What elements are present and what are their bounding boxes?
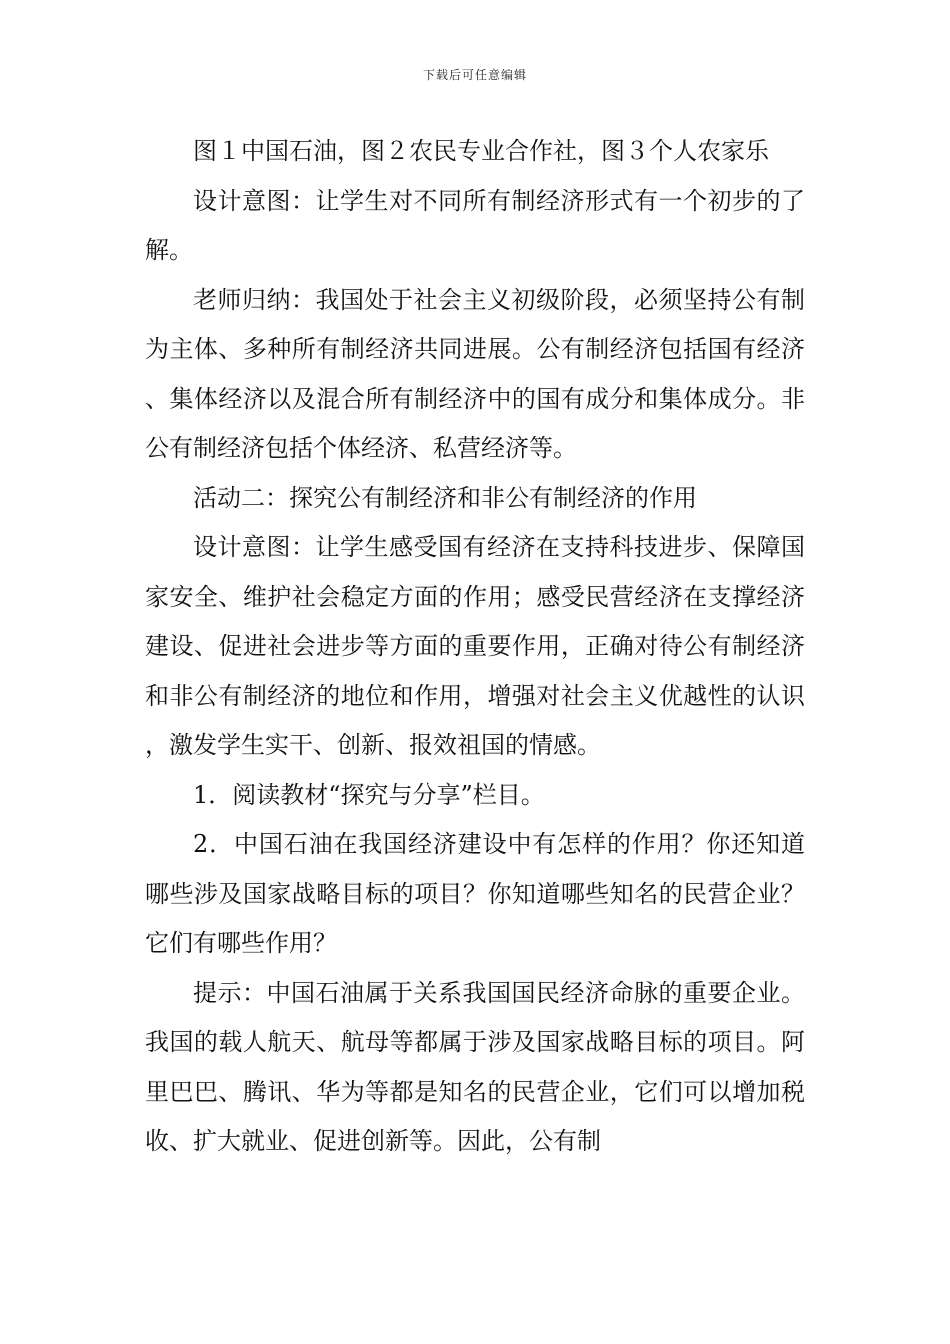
figure-caption-paragraph: 图１中国石油，图２农民专业合作社，图３个人农家乐 <box>193 137 769 165</box>
activity-two-heading: 活动二：探究公有制经济和非公有制经济的作用 <box>193 483 697 512</box>
step-1-paragraph: 1．阅读教材“探究与分享”栏目。 <box>193 780 545 809</box>
design-intent-paragraph-2: 设计意图：让学生感受国有经济在支持科技进步、保障国家安全、维护社会稳定方面的作用；感受民营经济在支撑经济建设、促进社会进步等方面的重要作用，正确对待公有制经济和非公有制经济的地位和作用，增强对社会主义优越性的认识，激发学生实干、创新、报效祖国的情感。 <box>145 533 805 759</box>
document-body <box>145 127 805 1167</box>
step-2-paragraph: 2．中国石油在我国经济建设中有怎样的作用？你还知道哪些涉及国家战略目标的项目？你知道哪些知名的民营企业？它们有哪些作用？ <box>145 830 805 957</box>
page-header-note: 下载后可任意编辑 <box>422 68 527 82</box>
teacher-summary-paragraph: 老师归纳：我国处于社会主义初级阶段，必须坚持公有制为主体、多种所有制经济共同进展。公有制经济包括国有经济、集体经济以及混合所有制经济中的国有成分和集体成分。非公有制经济包括个体经济、私营经济等。 <box>145 285 805 462</box>
design-intent-paragraph-1: 设计意图：让学生对不同所有制经济形式有一个初步的了解。 <box>145 186 805 264</box>
hint-paragraph: 提示：中国石油属于关系我国国民经济命脉的重要企业。我国的载人航天、航母等都属于涉及国家战略目标的项目。阿里巴巴、腾讯、华为等都是知名的民营企业，它们可以增加税收、扩大就业、促进创新等。因此，公有制 <box>145 978 805 1155</box>
